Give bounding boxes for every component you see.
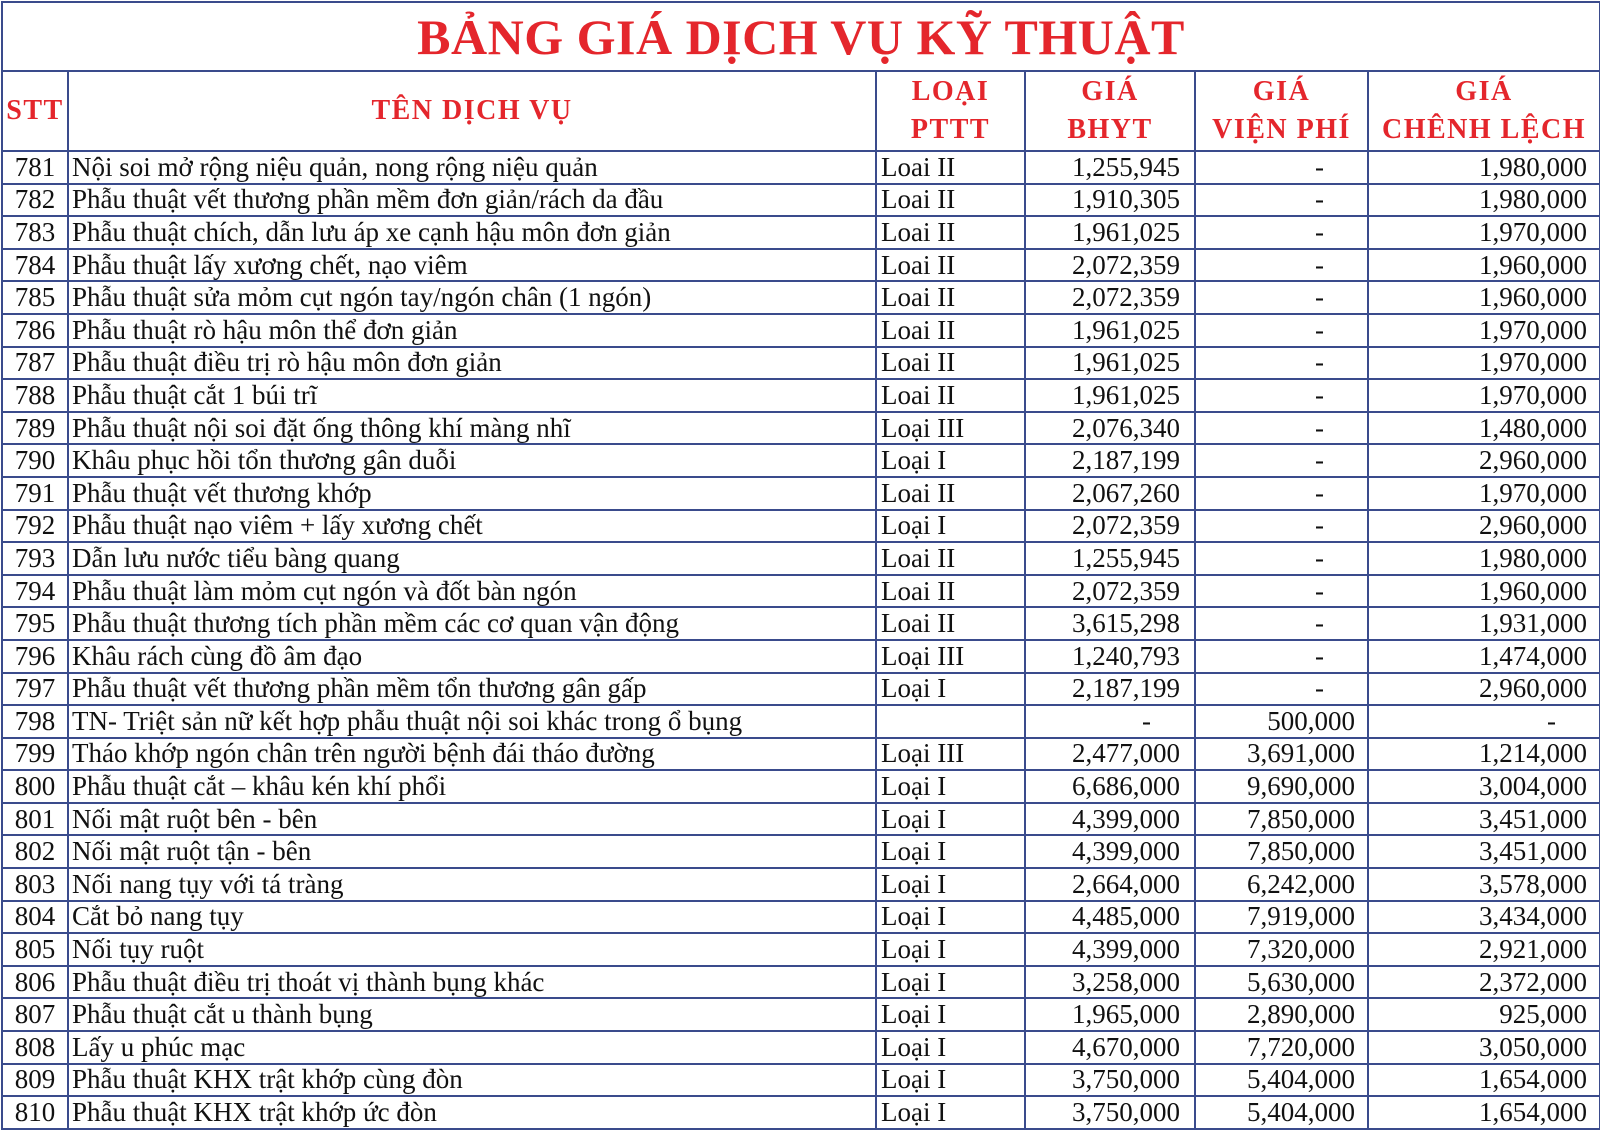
service-name-cell: Nối tụy ruột — [68, 933, 876, 966]
price-difference-cell: 1,970,000 — [1368, 216, 1600, 249]
surgery-type-cell: Loai II — [876, 607, 1025, 640]
service-name-cell: Phẫu thuật rò hậu môn thể đơn giản — [68, 314, 876, 347]
table-row — [2, 347, 1600, 380]
header-label: GIÁ — [1081, 76, 1139, 107]
surgery-type-cell: Loại III — [876, 412, 1025, 445]
table-row — [2, 1031, 1600, 1064]
header-hospital-fee — [1195, 71, 1368, 151]
stt-cell: 787 — [2, 347, 68, 380]
bhyt-price-cell: 1,240,793 — [1025, 640, 1195, 673]
surgery-type-cell: Loại III — [876, 738, 1025, 771]
service-name-cell: TN- Triệt sản nữ kết hợp phẫu thuật nội soi khác trong ổ bụng — [68, 705, 876, 738]
price-difference-cell: 1,214,000 — [1368, 738, 1600, 771]
table-row — [2, 477, 1600, 510]
hospital-fee-cell: - — [1195, 347, 1368, 380]
bhyt-price-cell: - — [1025, 705, 1195, 738]
table-row — [2, 542, 1600, 575]
stt-cell: 804 — [2, 901, 68, 934]
surgery-type-cell: Loại III — [876, 640, 1025, 673]
bhyt-price-cell: 3,258,000 — [1025, 966, 1195, 999]
hospital-fee-cell: 2,890,000 — [1195, 998, 1368, 1031]
price-difference-cell: 1,970,000 — [1368, 379, 1600, 412]
header-label: GIÁ — [1455, 76, 1513, 107]
price-difference-cell: 2,960,000 — [1368, 673, 1600, 706]
service-name-cell: Lấy u phúc mạc — [68, 1031, 876, 1064]
bhyt-price-cell: 1,255,945 — [1025, 542, 1195, 575]
stt-cell: 792 — [2, 510, 68, 543]
service-name-cell: Phẫu thuật làm mỏm cụt ngón và đốt bàn ngón — [68, 575, 876, 608]
header-label: LOẠI — [911, 76, 990, 107]
stt-cell: 800 — [2, 770, 68, 803]
service-name-cell: Phẫu thuật điều trị rò hậu môn đơn giản — [68, 347, 876, 380]
hospital-fee-cell: 9,690,000 — [1195, 770, 1368, 803]
stt-cell: 794 — [2, 575, 68, 608]
stt-cell: 788 — [2, 379, 68, 412]
surgery-type-cell: Loại I — [876, 673, 1025, 706]
bhyt-price-cell: 1,910,305 — [1025, 184, 1195, 217]
table-row — [2, 901, 1600, 934]
stt-cell: 802 — [2, 835, 68, 868]
price-difference-cell: 1,960,000 — [1368, 249, 1600, 282]
surgery-type-cell: Loai II — [876, 575, 1025, 608]
bhyt-price-cell: 2,187,199 — [1025, 673, 1195, 706]
stt-cell: 783 — [2, 216, 68, 249]
stt-cell: 801 — [2, 803, 68, 836]
service-name-cell: Phẫu thuật cắt 1 búi trĩ — [68, 379, 876, 412]
stt-cell: 796 — [2, 640, 68, 673]
table-row — [2, 249, 1600, 282]
header-surgery-type — [876, 71, 1025, 151]
service-name-cell: Tháo khớp ngón chân trên người bệnh đái tháo đường — [68, 738, 876, 771]
service-name-cell: Nối mật ruột tận - bên — [68, 835, 876, 868]
surgery-type-cell: Loại I — [876, 835, 1025, 868]
table-row — [2, 281, 1600, 314]
surgery-type-cell: Loại I — [876, 966, 1025, 999]
surgery-type-cell: Loai II — [876, 542, 1025, 575]
table-row — [2, 966, 1600, 999]
service-name-cell: Phẫu thuật cắt u thành bụng — [68, 998, 876, 1031]
service-name-cell: Phẫu thuật nội soi đặt ống thông khí màng nhĩ — [68, 412, 876, 445]
table-row — [2, 412, 1600, 445]
bhyt-price-cell: 1,965,000 — [1025, 998, 1195, 1031]
surgery-type-cell: Loai II — [876, 477, 1025, 510]
price-difference-cell: 2,960,000 — [1368, 510, 1600, 543]
table-row — [2, 379, 1600, 412]
hospital-fee-cell: - — [1195, 607, 1368, 640]
surgery-type-cell: Loại I — [876, 1096, 1025, 1129]
price-difference-cell: 3,578,000 — [1368, 868, 1600, 901]
table-row — [2, 314, 1600, 347]
price-difference-cell: 2,372,000 — [1368, 966, 1600, 999]
bhyt-price-cell: 4,670,000 — [1025, 1031, 1195, 1064]
price-difference-cell: 1,960,000 — [1368, 575, 1600, 608]
stt-cell: 781 — [2, 151, 68, 184]
stt-cell: 806 — [2, 966, 68, 999]
table-row — [2, 868, 1600, 901]
header-label: GIÁ — [1252, 76, 1311, 107]
table-body — [2, 151, 1600, 1129]
hospital-fee-cell: 5,404,000 — [1195, 1064, 1368, 1097]
header-label: VIỆN PHÍ — [1212, 114, 1351, 145]
service-name-cell: Phẫu thuật vết thương phần mềm tổn thương gân gấp — [68, 673, 876, 706]
surgery-type-cell: Loai II — [876, 347, 1025, 380]
price-difference-cell: 3,451,000 — [1368, 803, 1600, 836]
table-row — [2, 510, 1600, 543]
stt-cell: 785 — [2, 281, 68, 314]
service-name-cell: Phẫu thuật sửa mỏm cụt ngón tay/ngón chân (1 ngón) — [68, 281, 876, 314]
surgery-type-cell: Loại I — [876, 998, 1025, 1031]
bhyt-price-cell: 4,485,000 — [1025, 901, 1195, 934]
bhyt-price-cell: 2,664,000 — [1025, 868, 1195, 901]
service-name-cell: Phẫu thuật vết thương phần mềm đơn giản/rách da đầu — [68, 184, 876, 217]
price-difference-cell: 1,654,000 — [1368, 1096, 1600, 1129]
bhyt-price-cell: 2,072,359 — [1025, 575, 1195, 608]
hospital-fee-cell: 500,000 — [1195, 705, 1368, 738]
stt-cell: 797 — [2, 673, 68, 706]
price-difference-cell: - — [1368, 705, 1600, 738]
hospital-fee-cell: - — [1195, 184, 1368, 217]
price-difference-cell: 1,980,000 — [1368, 542, 1600, 575]
surgery-type-cell: Loại I — [876, 1031, 1025, 1064]
price-difference-cell: 3,050,000 — [1368, 1031, 1600, 1064]
header-row — [2, 71, 1600, 151]
price-difference-cell: 2,921,000 — [1368, 933, 1600, 966]
service-name-cell: Phẫu thuật KHX trật khớp cùng đòn — [68, 1064, 876, 1097]
table-row — [2, 1096, 1600, 1129]
service-name-cell: Phẫu thuật lấy xương chết, nạo viêm — [68, 249, 876, 282]
hospital-fee-cell: - — [1195, 477, 1368, 510]
price-difference-cell: 3,451,000 — [1368, 835, 1600, 868]
table-row — [2, 803, 1600, 836]
bhyt-price-cell: 3,750,000 — [1025, 1096, 1195, 1129]
service-name-cell: Khâu rách cùng đồ âm đạo — [68, 640, 876, 673]
bhyt-price-cell: 1,961,025 — [1025, 379, 1195, 412]
table-row — [2, 184, 1600, 217]
surgery-type-cell: Loai II — [876, 249, 1025, 282]
bhyt-price-cell: 2,072,359 — [1025, 281, 1195, 314]
stt-cell: 789 — [2, 412, 68, 445]
stt-cell: 790 — [2, 444, 68, 477]
surgery-type-cell: Loai II — [876, 281, 1025, 314]
price-difference-cell: 1,970,000 — [1368, 314, 1600, 347]
table-row — [2, 216, 1600, 249]
surgery-type-cell: Loại I — [876, 770, 1025, 803]
table-row — [2, 705, 1600, 738]
hospital-fee-cell: - — [1195, 640, 1368, 673]
price-difference-cell: 1,970,000 — [1368, 477, 1600, 510]
service-name-cell: Nối mật ruột bên - bên — [68, 803, 876, 836]
stt-cell: 809 — [2, 1064, 68, 1097]
hospital-fee-cell: - — [1195, 510, 1368, 543]
table-row — [2, 575, 1600, 608]
stt-cell: 786 — [2, 314, 68, 347]
bhyt-price-cell: 4,399,000 — [1025, 933, 1195, 966]
price-difference-cell: 1,654,000 — [1368, 1064, 1600, 1097]
service-name-cell: Phẫu thuật điều trị thoát vị thành bụng khác — [68, 966, 876, 999]
surgery-type-cell: Loai II — [876, 379, 1025, 412]
hospital-fee-cell: - — [1195, 673, 1368, 706]
header-label: CHÊNH LỆCH — [1381, 114, 1587, 145]
table-row — [2, 738, 1600, 771]
bhyt-price-cell: 3,750,000 — [1025, 1064, 1195, 1097]
hospital-fee-cell: - — [1195, 281, 1368, 314]
hospital-fee-cell: 5,630,000 — [1195, 966, 1368, 999]
price-difference-cell: 2,960,000 — [1368, 444, 1600, 477]
surgery-type-cell: Loại I — [876, 444, 1025, 477]
hospital-fee-cell: - — [1195, 542, 1368, 575]
table-row — [2, 444, 1600, 477]
surgery-type-cell: Loai II — [876, 216, 1025, 249]
bhyt-price-cell: 1,961,025 — [1025, 347, 1195, 380]
header-stt: STT — [2, 71, 68, 151]
service-name-cell: Phẫu thuật chích, dẫn lưu áp xe cạnh hậu môn đơn giản — [68, 216, 876, 249]
bhyt-price-cell: 2,187,199 — [1025, 444, 1195, 477]
bhyt-price-cell: 2,072,359 — [1025, 510, 1195, 543]
bhyt-price-cell: 1,255,945 — [1025, 151, 1195, 184]
bhyt-price-cell: 1,961,025 — [1025, 216, 1195, 249]
service-name-cell: Phẫu thuật KHX trật khớp ức đòn — [68, 1096, 876, 1129]
service-name-cell: Dẫn lưu nước tiểu bàng quang — [68, 542, 876, 575]
table-row — [2, 673, 1600, 706]
table-row — [2, 770, 1600, 803]
stt-cell: 799 — [2, 738, 68, 771]
bhyt-price-cell: 2,067,260 — [1025, 477, 1195, 510]
header-label: BHYT — [1067, 114, 1153, 145]
surgery-type-cell: Loại I — [876, 510, 1025, 543]
header-price-difference — [1368, 71, 1600, 151]
service-name-cell: Nội soi mở rộng niệu quản, nong rộng niệu quản — [68, 151, 876, 184]
stt-cell: 807 — [2, 998, 68, 1031]
surgery-type-cell: Loai II — [876, 314, 1025, 347]
hospital-fee-cell: 7,850,000 — [1195, 803, 1368, 836]
stt-cell: 808 — [2, 1031, 68, 1064]
stt-cell: 805 — [2, 933, 68, 966]
bhyt-price-cell: 2,076,340 — [1025, 412, 1195, 445]
surgery-type-cell: Loai II — [876, 184, 1025, 217]
surgery-type-cell: Loại I — [876, 901, 1025, 934]
surgery-type-cell: Loại I — [876, 803, 1025, 836]
header-label: PTTT — [910, 114, 991, 145]
price-difference-cell: 1,980,000 — [1368, 151, 1600, 184]
price-difference-cell: 1,960,000 — [1368, 281, 1600, 314]
price-difference-cell: 1,931,000 — [1368, 607, 1600, 640]
service-name-cell: Nối nang tụy với tá tràng — [68, 868, 876, 901]
header-service-name: TÊN DỊCH VỤ — [68, 71, 876, 151]
price-difference-cell: 1,970,000 — [1368, 347, 1600, 380]
hospital-fee-cell: - — [1195, 412, 1368, 445]
price-difference-cell: 3,004,000 — [1368, 770, 1600, 803]
bhyt-price-cell: 3,615,298 — [1025, 607, 1195, 640]
hospital-fee-cell: - — [1195, 444, 1368, 477]
hospital-fee-cell: 7,720,000 — [1195, 1031, 1368, 1064]
bhyt-price-cell: 6,686,000 — [1025, 770, 1195, 803]
price-table — [1, 1, 1600, 1130]
hospital-fee-cell: - — [1195, 314, 1368, 347]
service-name-cell: Phẫu thuật vết thương khớp — [68, 477, 876, 510]
stt-cell: 798 — [2, 705, 68, 738]
header-bhyt-price — [1025, 71, 1195, 151]
surgery-type-cell: Loại I — [876, 1064, 1025, 1097]
page-title: BẢNG GIÁ DỊCH VỤ KỸ THUẬT — [2, 2, 1600, 71]
table-row — [2, 1064, 1600, 1097]
hospital-fee-cell: - — [1195, 575, 1368, 608]
hospital-fee-cell: 3,691,000 — [1195, 738, 1368, 771]
hospital-fee-cell: - — [1195, 151, 1368, 184]
bhyt-price-cell: 2,072,359 — [1025, 249, 1195, 282]
surgery-type-cell: Loai II — [876, 151, 1025, 184]
bhyt-price-cell: 1,961,025 — [1025, 314, 1195, 347]
service-name-cell: Cắt bỏ nang tụy — [68, 901, 876, 934]
table-row — [2, 835, 1600, 868]
stt-cell: 791 — [2, 477, 68, 510]
table-row — [2, 933, 1600, 966]
surgery-type-cell — [876, 705, 1025, 738]
stt-cell: 784 — [2, 249, 68, 282]
stt-cell: 782 — [2, 184, 68, 217]
service-name-cell: Phẫu thuật nạo viêm + lấy xương chết — [68, 510, 876, 543]
bhyt-price-cell: 2,477,000 — [1025, 738, 1195, 771]
hospital-fee-cell: - — [1195, 216, 1368, 249]
table-row — [2, 151, 1600, 184]
price-difference-cell: 925,000 — [1368, 998, 1600, 1031]
stt-cell: 803 — [2, 868, 68, 901]
hospital-fee-cell: - — [1195, 379, 1368, 412]
surgery-type-cell: Loại I — [876, 868, 1025, 901]
hospital-fee-cell: 7,850,000 — [1195, 835, 1368, 868]
surgery-type-cell: Loại I — [876, 933, 1025, 966]
hospital-fee-cell: 7,320,000 — [1195, 933, 1368, 966]
bhyt-price-cell: 4,399,000 — [1025, 835, 1195, 868]
service-name-cell: Phẫu thuật cắt – khâu kén khí phổi — [68, 770, 876, 803]
table-row — [2, 998, 1600, 1031]
service-name-cell: Khâu phục hồi tổn thương gân duỗi — [68, 444, 876, 477]
price-difference-cell: 1,480,000 — [1368, 412, 1600, 445]
table-row — [2, 640, 1600, 673]
stt-cell: 793 — [2, 542, 68, 575]
hospital-fee-cell: 6,242,000 — [1195, 868, 1368, 901]
hospital-fee-cell: 5,404,000 — [1195, 1096, 1368, 1129]
table-row — [2, 607, 1600, 640]
price-difference-cell: 3,434,000 — [1368, 901, 1600, 934]
stt-cell: 810 — [2, 1096, 68, 1129]
service-name-cell: Phẫu thuật thương tích phần mềm các cơ quan vận động — [68, 607, 876, 640]
title-row — [2, 2, 1600, 71]
hospital-fee-cell: 7,919,000 — [1195, 901, 1368, 934]
stt-cell: 795 — [2, 607, 68, 640]
hospital-fee-cell: - — [1195, 249, 1368, 282]
price-difference-cell: 1,474,000 — [1368, 640, 1600, 673]
price-difference-cell: 1,980,000 — [1368, 184, 1600, 217]
bhyt-price-cell: 4,399,000 — [1025, 803, 1195, 836]
